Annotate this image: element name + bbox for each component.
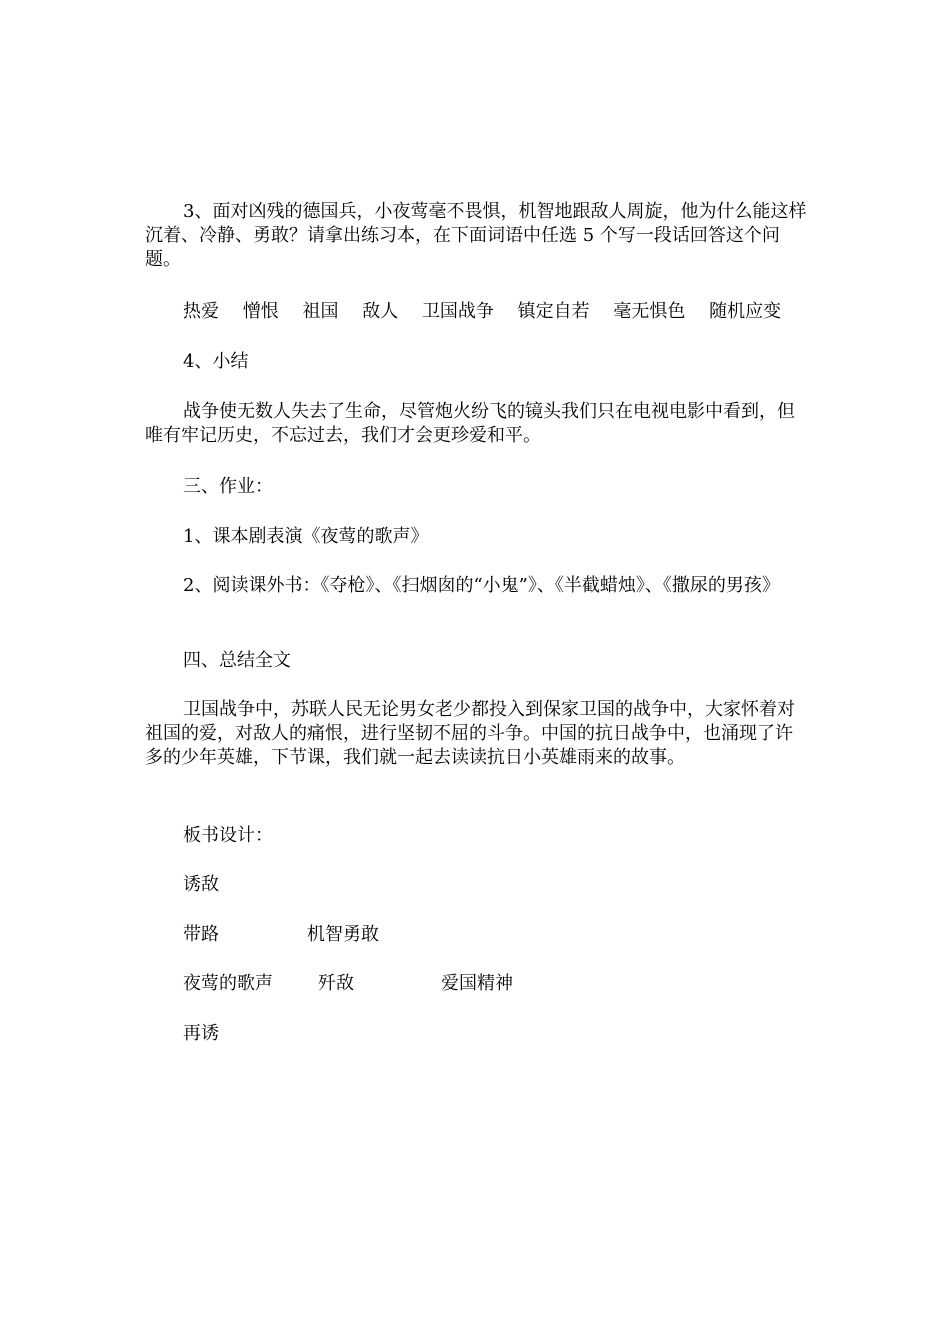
board-heading: 板书设计： bbox=[183, 825, 273, 846]
word-item: 毫无惧色 bbox=[613, 301, 686, 322]
board-lure: 诱敌 bbox=[183, 874, 219, 895]
summary-heading: 四、总结全文 bbox=[183, 650, 291, 671]
board-brave: 机智勇敢 bbox=[307, 924, 379, 945]
section4-heading: 4、小结 bbox=[183, 351, 249, 372]
section4-text: 战争使无数人失去了生命，尽管炮火纷飞的镜头我们只在电视电影中看到，但唯有牢记历史，不忘过去，我们才会更珍爱和平。 bbox=[145, 401, 795, 446]
homework-item-1: 1、课本剧表演《夜莺的歌声》 bbox=[183, 526, 429, 547]
word-item: 热爱 bbox=[183, 301, 219, 322]
board-kill: 歼敌 bbox=[318, 973, 354, 994]
word-list bbox=[183, 300, 799, 324]
board-title: 夜莺的歌声 bbox=[183, 973, 273, 994]
word-item: 镇定自若 bbox=[517, 301, 590, 322]
homework-item-2: 2、阅读课外书：《夺枪》、《扫烟囱的“小鬼”》、《半截蜡烛》、《撒尿的男孩》 bbox=[183, 575, 780, 596]
board-patriot: 爱国精神 bbox=[441, 973, 513, 994]
word-item: 敌人 bbox=[362, 301, 399, 322]
summary-text: 卫国战争中，苏联人民无论男女老少都投入到保家卫国的战争中，大家怀着对祖国的爱，对敌人的痛恨，进行坚韧不屈的斗争。中国的抗日战争中，也涌现了许多的少年英雄，下节课，我们就一起去读读抗日小英雄雨来的故事。 bbox=[145, 699, 795, 768]
board-relure: 再诱 bbox=[183, 1023, 219, 1044]
word-item: 随机应变 bbox=[709, 301, 782, 322]
section3-question: 3、面对凶残的德国兵，小夜莺毫不畏惧，机智地跟敌人周旋，他为什么能这样沉着、冷静、勇敢？请拿出练习本，在下面词语中任选 5 个写一段话回答这个问题。 bbox=[145, 201, 807, 270]
word-item: 憎恨 bbox=[242, 301, 279, 322]
word-item: 祖国 bbox=[302, 301, 339, 322]
word-item: 卫国战争 bbox=[421, 301, 494, 322]
board-lead: 带路 bbox=[183, 924, 219, 945]
homework-heading: 三、作业： bbox=[183, 476, 273, 497]
